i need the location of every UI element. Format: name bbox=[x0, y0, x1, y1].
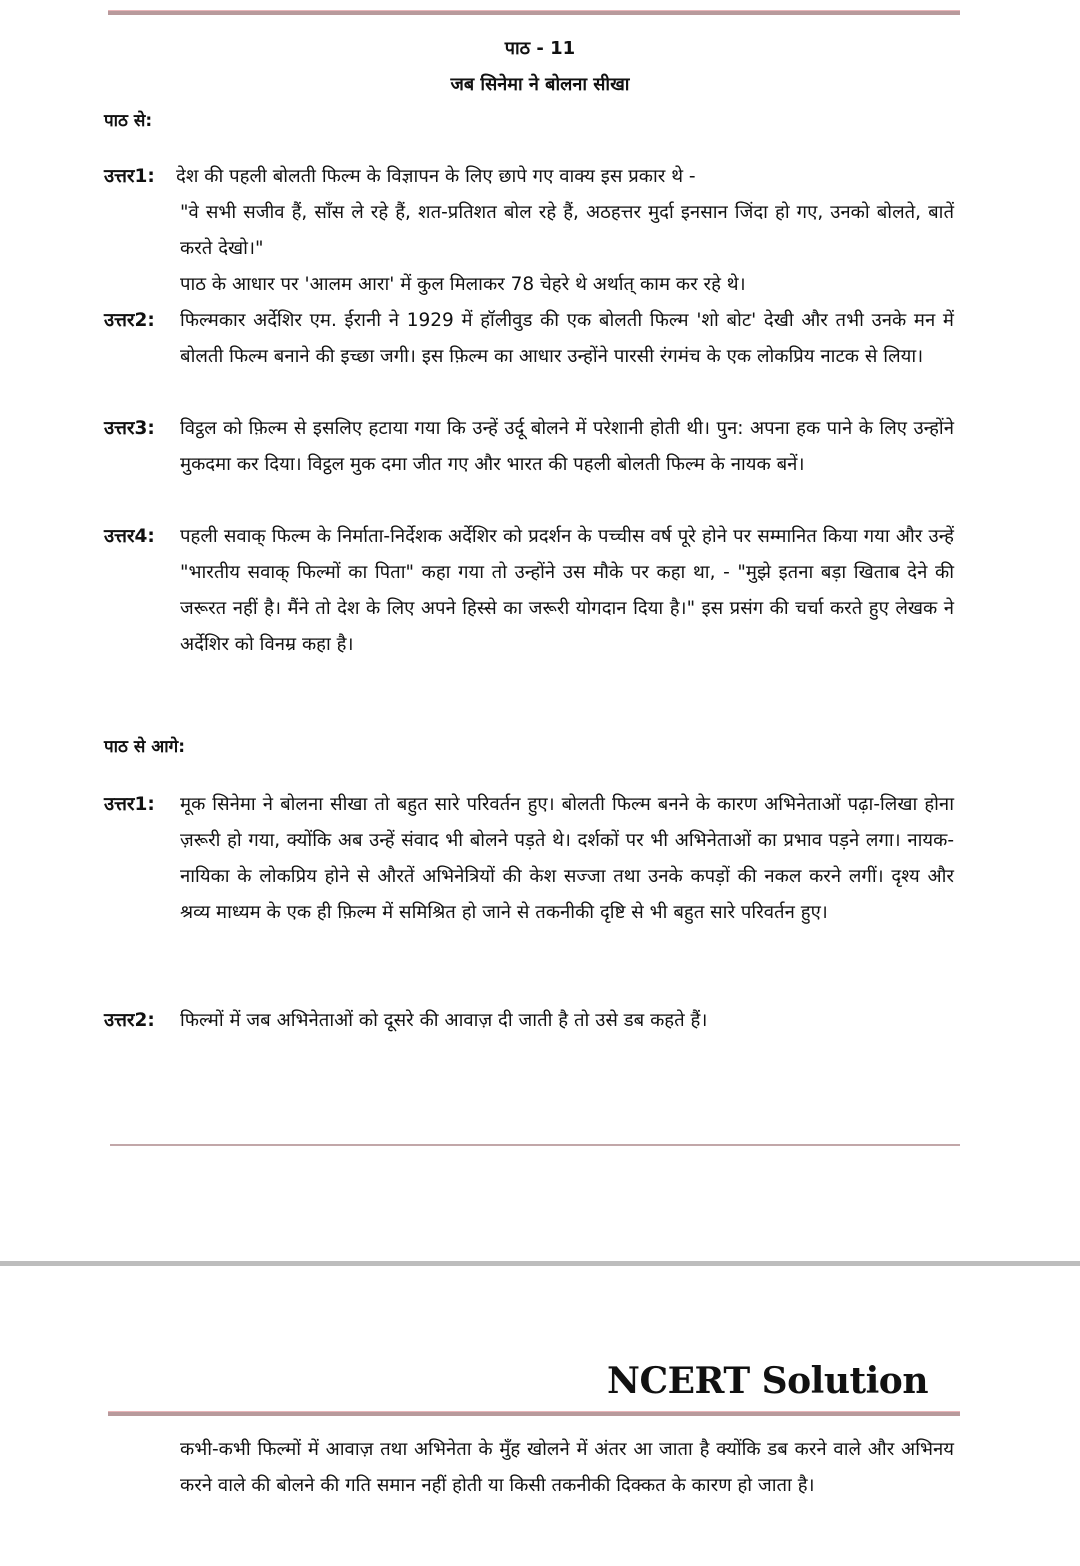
continuation-text: कभी-कभी फिल्मों में आवाज़ तथा अभिनेता के मुँह खोलने में अंतर आ जाता है क्योंकि डब करने वाले और अभिनय करने वाले की बोलने की गति समान नहीं होती या किसी तकनीकी दिक्कत के कारण हो जाता है। bbox=[180, 1439, 954, 1496]
answer-text: विट्ठल को फ़िल्म से इसलिए हटाया गया कि उन्हें उर्दू बोलने में परेशानी होती थी। पुन: अपना हक पाने के लिए उन्होंने मुकदमा कर दिया। विट्ठल मुक दमा जीत गए और भारत की पहली बोलती फिल्म के नायक बनें। bbox=[180, 418, 954, 475]
answer-2 bbox=[104, 303, 954, 375]
answer-text: पहली सवाक् फिल्म के निर्माता-निर्देशक अर्देशिर को प्रदर्शन के पच्चीस वर्ष पूरे होने पर सम्मानित किया गया और उन्हें "भारतीय सवाक् फिल्मों का पिता" कहा गया तो उन्होंने उस मौके पर कहा था, - "मुझे इतना बड़ा खिताब देने की जरूरत नहीं है। मैंने तो देश के लिए अपने हिस्से का जरूरी योगदान दिया है।" इस प्रसंग की चर्चा करते हुए लेखक ने अर्देशिर को विनम्र कहा है। bbox=[180, 526, 954, 655]
answer-text: पाठ के आधार पर 'आलम आरा' में कुल मिलाकर 78 चेहरे थे अर्थात् काम कर रहे थे। bbox=[180, 274, 746, 295]
header-rule bbox=[108, 10, 960, 15]
answer-4 bbox=[104, 519, 954, 663]
answer-3 bbox=[104, 411, 954, 483]
answer-label: उत्तर1: bbox=[104, 166, 155, 187]
footer-rule bbox=[110, 1144, 960, 1146]
answer-text: फिल्मकार अर्देशिर एम. ईरानी ने 1929 में हॉलीवुड की एक बोलती फिल्म 'शो बोट' देखी और तभी उनके मन में बोलती फिल्म बनाने की इच्छा जगी। इस फ़िल्म का आधार उन्होंने पारसी रंगमंच के एक लोकप्रिय नाटक से लिया। bbox=[180, 310, 954, 367]
lesson-number: पाठ - 11 bbox=[504, 38, 576, 59]
answer-text: देश की पहली बोलती फिल्म के विज्ञापन के लिए छापे गए वाक्य इस प्रकार थे - bbox=[176, 166, 696, 187]
answer-text: मूक सिनेमा ने बोलना सीखा तो बहुत सारे परिवर्तन हुए। बोलती फिल्म बनने के कारण अभिनेताओं पढ़ा-लिखा होना ज़रूरी हो गया, क्योंकि अब उन्हें संवाद भी बोलने पड़ते थे। दर्शकों पर भी अभिनेताओं का प्रभाव पड़ने लगा। नायक-नायिका के लोकप्रिय होने से औरतें अभिनेत्रियों की केश सज्जा तथा उनके कपड़ों की नकल करने लगीं। दृश्य और श्रव्य माध्यम के एक ही फ़िल्म में समिश्रित हो जाने से तकनीकी दृष्टि से भी बहुत सारे परिवर्तन हुए। bbox=[180, 794, 954, 923]
answer-label: उत्तर2: bbox=[104, 1010, 155, 1031]
answer-label: उत्तर1: bbox=[104, 794, 155, 815]
quoted-advertisement: "वे सभी सजीव हैं, साँस ले रहे हैं, शत-प्रतिशत बोल रहे हैं, अठहत्तर मुर्दा इनसान जिंदा हो गए, उनको बोलते, बातें करते देखो।" bbox=[180, 202, 954, 259]
answer-label: उत्तर2: bbox=[104, 310, 155, 331]
answer-text: फिल्मों में जब अभिनेताओं को दूसरे की आवाज़ दी जाती है तो उसे डब कहते हैं। bbox=[180, 1010, 708, 1031]
section-heading-beyond-lesson: पाठ से आगे: bbox=[104, 737, 186, 757]
section-heading-from-lesson: पाठ से: bbox=[104, 111, 153, 131]
beyond-answer-2 bbox=[104, 1003, 954, 1039]
answer-label: उत्तर4: bbox=[104, 526, 155, 547]
brand-header: NCERT Solution bbox=[607, 1360, 928, 1402]
header-rule bbox=[108, 1411, 960, 1416]
lesson-title: जब सिनेमा ने बोलना सीखा bbox=[450, 74, 630, 95]
beyond-answer-1 bbox=[104, 787, 954, 931]
answer-1 bbox=[104, 159, 954, 303]
page-separator bbox=[0, 1261, 1080, 1266]
answer-label: उत्तर3: bbox=[104, 418, 155, 439]
